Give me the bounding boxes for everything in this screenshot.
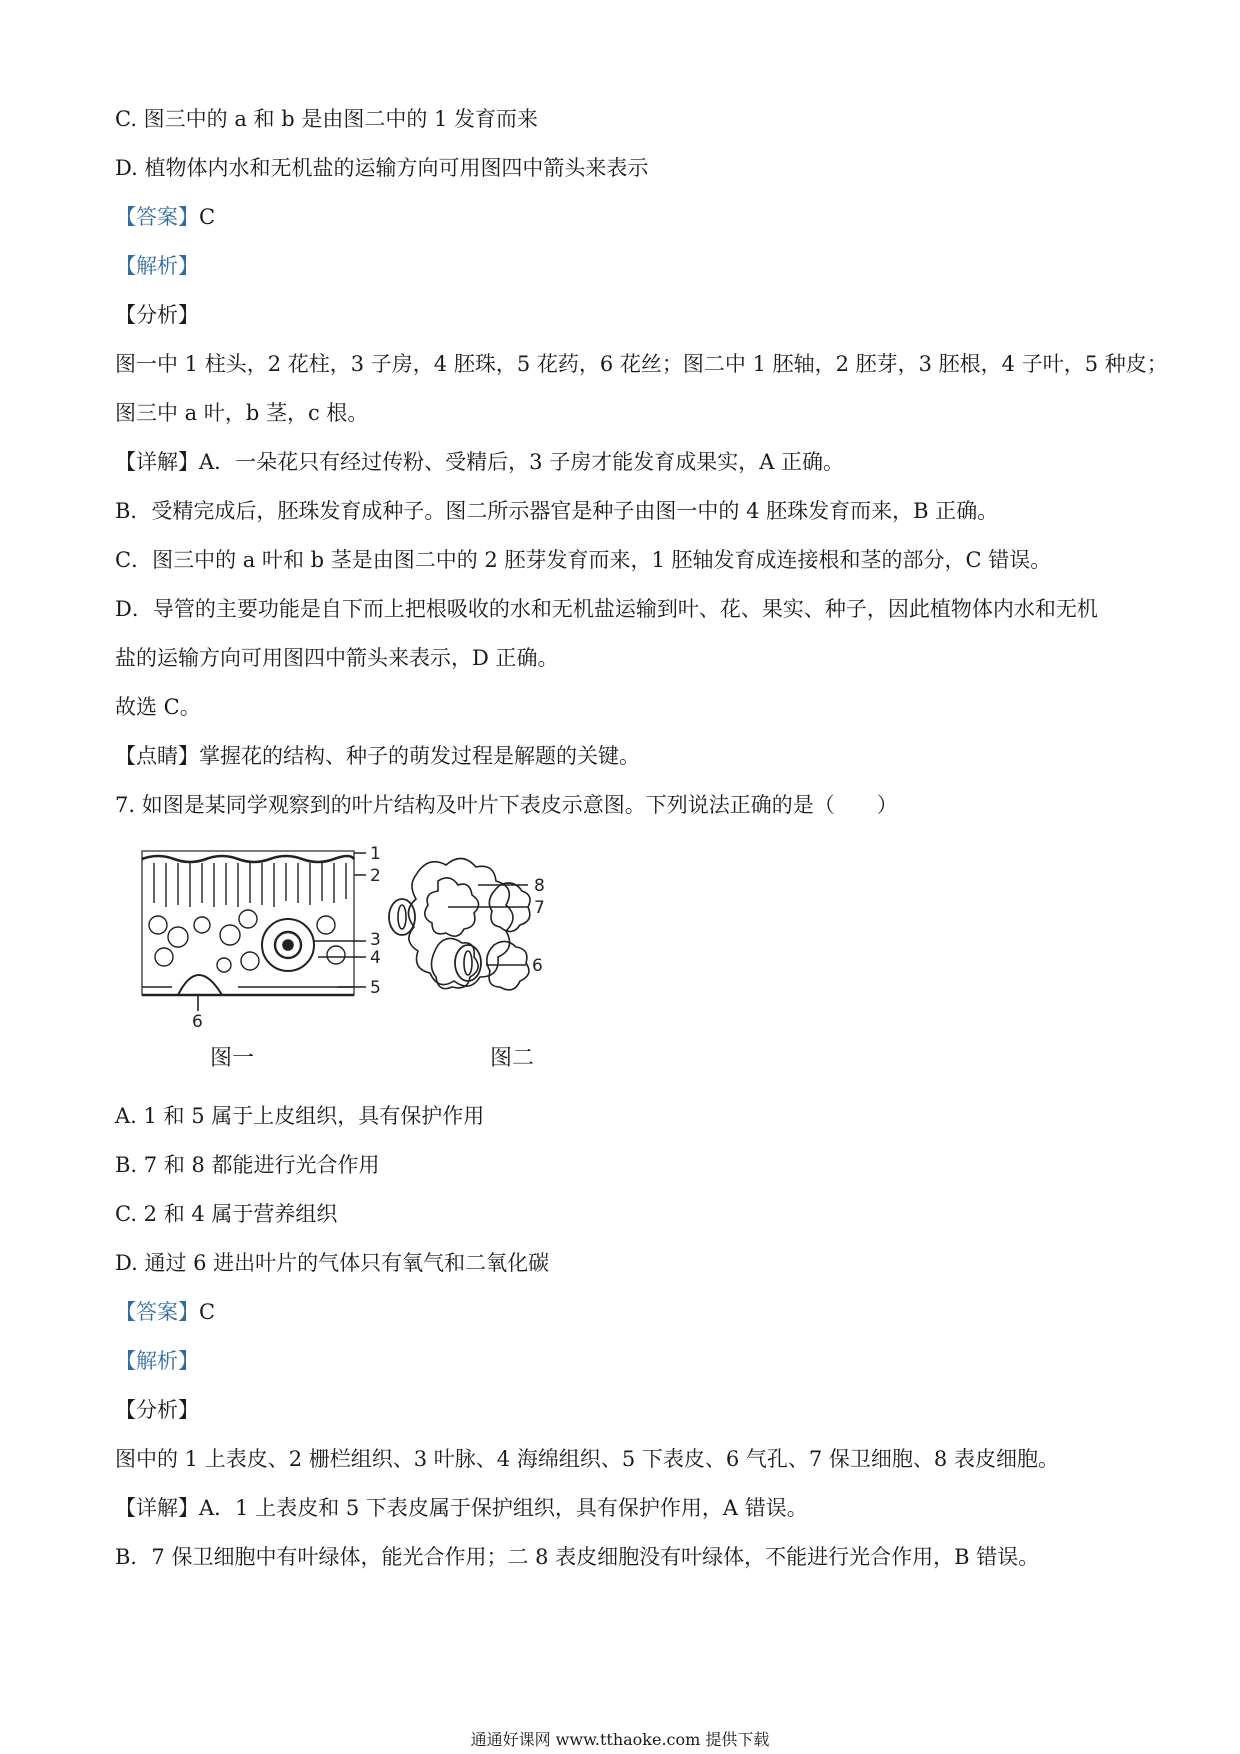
fig2-label-8: 8: [534, 876, 545, 896]
q6-choose: 故选 C。: [115, 695, 201, 719]
q6-option-c: C. 图三中的 a 和 b 是由图二中的 1 发育而来: [115, 107, 539, 131]
q6-fenxi-heading: 【分析】: [115, 303, 199, 327]
answer-value: C: [199, 1300, 216, 1324]
answer-tag: 【答案】: [115, 205, 199, 229]
answer-value: C: [199, 205, 216, 229]
fig1-label-2: 2: [370, 866, 381, 886]
fig1-label-5: 5: [370, 978, 381, 998]
figure-two-labels: [532, 876, 545, 976]
q7-option-b: B. 7 和 8 都能进行光合作用: [115, 1153, 380, 1177]
q7-answer: [115, 1297, 215, 1327]
fig2-label-7: 7: [534, 898, 545, 918]
q6-option-d: D. 植物体内水和无机盐的运输方向可用图四中箭头来表示: [115, 156, 649, 180]
q6-detail-d-1: D．导管的主要功能是自下而上把根吸收的水和无机盐运输到叶、花、果实、种子，因此植物体内水和无机: [115, 597, 1098, 621]
fig1-label-4: 4: [370, 948, 381, 968]
q6-detail-a: 【详解】A．一朵花只有经过传粉、受精后，3 子房才能发育成果实，A 正确。: [115, 450, 845, 474]
q7-option-d: D. 通过 6 进出叶片的气体只有氧气和二氧化碳: [115, 1251, 550, 1275]
fig1-label-3: 3: [370, 930, 381, 950]
q6-answer: [115, 202, 215, 232]
answer-tag: 【答案】: [115, 1300, 199, 1324]
fig1-label-1: 1: [370, 845, 381, 864]
figure-two-epidermis: [389, 858, 530, 989]
q7-detail-a: 【详解】A．1 上表皮和 5 下表皮属于保护组织，具有保护作用，A 错误。: [115, 1496, 808, 1520]
leaf-figures: [138, 845, 598, 1075]
q6-dianjing: 【点睛】掌握花的结构、种子的萌发过程是解题的关键。: [115, 744, 640, 768]
q6-detail-d-2: 盐的运输方向可用图四中箭头来表示，D 正确。: [115, 646, 559, 670]
fig2-label-6: 6: [532, 956, 543, 976]
figure-one-cross-section: [142, 851, 366, 1011]
figure-two-caption: 图二: [490, 1046, 535, 1071]
fig1-label-6: 6: [192, 1012, 203, 1032]
q7-fenxi-heading: 【分析】: [115, 1398, 199, 1422]
q6-analysis-tag: 【解析】: [115, 254, 199, 278]
q7-fenxi-text: 图中的 1 上表皮、2 栅栏组织、3 叶脉、4 海绵组织、5 下表皮、6 气孔、7 保卫细胞、8 表皮细胞。: [115, 1447, 1059, 1471]
q7-analysis-tag: 【解析】: [115, 1349, 199, 1373]
q6-detail-c: C．图三中的 a 叶和 b 茎是由图二中的 2 胚芽发育而来，1 胚轴发育成连接根和茎的部分，C 错误。: [115, 548, 1052, 572]
q6-fenxi-text-1: 图一中 1 柱头，2 花柱，3 子房，4 胚珠，5 花药，6 花丝；图二中 1 胚轴，2 胚芽，3 胚根，4 子叶，5 种皮；: [115, 352, 1168, 376]
figure-one-caption: 图一: [210, 1046, 255, 1071]
q7-stem: 7. 如图是某同学观察到的叶片结构及叶片下表皮示意图。下列说法正确的是（ ）: [115, 793, 898, 817]
page-footer: 通通好课网 www.tthaoke.com 提供下载: [470, 1730, 770, 1749]
q6-fenxi-text-2: 图三中 a 叶，b 茎，c 根。: [115, 401, 369, 425]
q6-detail-b: B．受精完成后，胚珠发育成种子。图二所示器官是种子由图一中的 4 胚珠发育而来，B 正确。: [115, 499, 999, 523]
q7-option-c: C. 2 和 4 属于营养组织: [115, 1202, 338, 1226]
q7-detail-b: B．7 保卫细胞中有叶绿体，能光合作用；二 8 表皮细胞没有叶绿体，不能进行光合作用，B 错误。: [115, 1545, 1040, 1569]
q7-option-a: A. 1 和 5 属于上皮组织，具有保护作用: [115, 1104, 485, 1128]
